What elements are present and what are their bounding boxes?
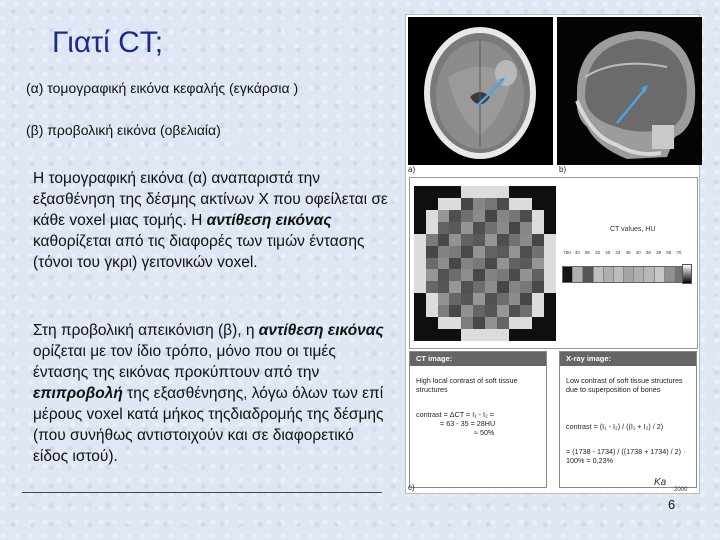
voxel-cell: [497, 258, 509, 270]
voxel-cell: [497, 305, 509, 317]
voxel-cell: [461, 186, 473, 198]
voxel-cell: [473, 317, 485, 329]
voxel-cell: [497, 317, 509, 329]
caption-a: (α) τομογραφική εικόνα κεφαλής (εγκάρσια ): [26, 80, 299, 96]
voxel-cell: [426, 305, 438, 317]
voxel-cell: [426, 269, 438, 281]
voxel-cell: [485, 246, 497, 258]
ct-vs-xray-figure: [405, 14, 700, 494]
figure-label-a: a): [408, 165, 416, 174]
voxel-cell: [520, 281, 532, 293]
voxel-cell: [414, 210, 426, 222]
voxel-cell: [544, 222, 556, 234]
voxel-cell: [509, 246, 521, 258]
voxel-cell: [461, 329, 473, 341]
voxel-cell: [532, 222, 544, 234]
voxel-cell: [473, 198, 485, 210]
voxel-cell: [426, 186, 438, 198]
voxel-cell: [485, 305, 497, 317]
voxel-cell: [438, 269, 450, 281]
voxel-cell: [544, 198, 556, 210]
voxel-cell: [414, 269, 426, 281]
voxel-cell: [497, 186, 509, 198]
caption-b: (β) προβολική εικόνα (οβελιαία): [26, 122, 221, 138]
voxel-cell: [497, 281, 509, 293]
voxel-cell: [473, 258, 485, 270]
page-number: 6: [668, 497, 676, 512]
voxel-cell: [532, 293, 544, 305]
voxel-cell: [438, 222, 450, 234]
voxel-cell: [520, 210, 532, 222]
xray-box-title: X-ray image:: [560, 352, 696, 366]
ct-formula-line-3: ≈ 50%: [474, 428, 495, 437]
voxel-cell: [449, 222, 461, 234]
voxel-cell: [509, 222, 521, 234]
voxel-cell: [449, 234, 461, 246]
voxel-cell: [509, 329, 521, 341]
voxel-cell: [449, 246, 461, 258]
voxel-cell: [497, 198, 509, 210]
voxel-cell: [532, 210, 544, 222]
voxel-cell: [485, 234, 497, 246]
voxel-cell: [544, 258, 556, 270]
figure-label-b: b): [559, 165, 567, 174]
voxel-cell: [520, 258, 532, 270]
voxel-cell: [497, 293, 509, 305]
voxel-cell: [520, 305, 532, 317]
voxel-cell: [509, 269, 521, 281]
voxel-cell: [414, 234, 426, 246]
voxel-cell: [485, 281, 497, 293]
p1-text-1: Η τομογραφική εικόνα (α) αναπαριστά την εξασθένηση της δέσμης ακτίνων Χ που οφείλεται σε κάθε voxel μιας τομής. Η: [33, 170, 388, 229]
voxel-cell: [544, 186, 556, 198]
p2-text-3: της εξασθένησης, λόγω όλων των επί μέρους voxel κατά μήκος τηςδιαδρομής της δέσμης (που συνήθως αντιστοιχούν και σε διαφορετικό είδος ιστού).: [33, 385, 384, 465]
ct-image-box: [409, 351, 547, 488]
voxel-cell: [438, 305, 450, 317]
figure-year: 2000: [674, 487, 688, 493]
voxel-cell: [485, 186, 497, 198]
voxel-cell: [520, 269, 532, 281]
voxel-cell: [438, 329, 450, 341]
voxel-cell: [438, 198, 450, 210]
voxel-cell: [544, 246, 556, 258]
voxel-cell: [544, 210, 556, 222]
voxel-cell: [532, 246, 544, 258]
p1-text-2: καθορίζεται από τις διαφορές των τιμών έντασης (τόνοι του γκρι) γειτονικών voxel.: [33, 233, 365, 271]
voxel-cell: [473, 222, 485, 234]
voxel-cell: [544, 293, 556, 305]
paragraph-ct-contrast: [33, 168, 393, 273]
voxel-cell: [473, 329, 485, 341]
voxel-cell: [473, 269, 485, 281]
voxel-cell: [509, 305, 521, 317]
strip-cell: [634, 267, 644, 282]
p2-emphasis-1: αντίθεση εικόνας: [258, 322, 384, 339]
voxel-cell: [532, 305, 544, 317]
strip-cell: [614, 267, 624, 282]
voxel-cell: [497, 210, 509, 222]
hu-value: 55: [666, 250, 672, 255]
voxel-cell: [414, 329, 426, 341]
voxel-cell: [449, 198, 461, 210]
voxel-cell: [532, 234, 544, 246]
voxel-cell: [509, 186, 521, 198]
strip-cell: [644, 267, 654, 282]
slide-title: Γιατί CT;: [52, 26, 164, 59]
voxel-cell: [532, 258, 544, 270]
voxel-cell: [461, 210, 473, 222]
voxel-cell: [520, 293, 532, 305]
ct-formula-line-1: contrast = ΔCT = I₁ - I₂ =: [416, 410, 494, 419]
voxel-cell: [509, 317, 521, 329]
voxel-cell: [485, 198, 497, 210]
p2-emphasis-2: επιπροβολή: [33, 385, 123, 402]
voxel-cell: [449, 269, 461, 281]
strip-cell: [604, 267, 614, 282]
voxel-cell: [544, 281, 556, 293]
voxel-cell: [509, 258, 521, 270]
hu-value-row: [562, 250, 684, 261]
figure-label-c: c): [408, 483, 415, 492]
voxel-cell: [414, 258, 426, 270]
voxel-cell: [485, 317, 497, 329]
voxel-cell: [438, 210, 450, 222]
voxel-cell: [473, 305, 485, 317]
voxel-cell: [485, 210, 497, 222]
voxel-cell: [532, 198, 544, 210]
xray-skull-illustration: [557, 17, 702, 165]
voxel-cell: [520, 234, 532, 246]
voxel-cell: [426, 293, 438, 305]
voxel-cell: [414, 186, 426, 198]
voxel-cell: [438, 246, 450, 258]
strip-cell: [655, 267, 665, 282]
voxel-cell: [532, 186, 544, 198]
voxel-cell: [438, 293, 450, 305]
voxel-cell: [485, 269, 497, 281]
footer-divider: [22, 492, 382, 493]
ct-head-illustration: [408, 17, 553, 165]
voxel-cell: [520, 317, 532, 329]
hu-value: 32: [595, 250, 601, 255]
voxel-cell: [426, 281, 438, 293]
voxel-cell: [426, 329, 438, 341]
strip-cell: [624, 267, 634, 282]
voxel-cell: [449, 317, 461, 329]
voxel-cell: [544, 234, 556, 246]
voxel-cell: [497, 246, 509, 258]
voxel-cell: [509, 198, 521, 210]
voxel-cell: [509, 293, 521, 305]
ct-values-label: CT values, HU: [610, 226, 656, 233]
voxel-cell: [532, 329, 544, 341]
voxel-cell: [438, 234, 450, 246]
voxel-cell: [544, 317, 556, 329]
pixelated-ct-grid: [414, 186, 556, 341]
voxel-cell: [426, 210, 438, 222]
p2-text-1: Στη προβολική απεικόνιση (β), η: [33, 322, 259, 339]
ct-box-description: High local contrast of soft tissue structures: [416, 376, 518, 394]
voxel-cell: [426, 317, 438, 329]
voxel-cell: [438, 281, 450, 293]
voxel-cell: [461, 269, 473, 281]
voxel-cell: [449, 293, 461, 305]
voxel-cell: [509, 281, 521, 293]
voxel-cell: [473, 281, 485, 293]
voxel-cell: [485, 258, 497, 270]
voxel-cell: [485, 329, 497, 341]
p1-emphasis: αντίθεση εικόνας: [206, 212, 332, 229]
voxel-cell: [426, 222, 438, 234]
voxel-cell: [461, 234, 473, 246]
hu-value: 40: [635, 250, 641, 255]
voxel-cell: [449, 210, 461, 222]
voxel-cell: [520, 222, 532, 234]
ct-box-formula: [416, 410, 495, 437]
voxel-cell: [497, 234, 509, 246]
voxel-cell: [520, 198, 532, 210]
strip-cell: [594, 267, 604, 282]
voxel-cell: [520, 186, 532, 198]
xray-formula-line-2: = (1738 - 1734) / ((1738 + 1734) / 2) · 100% = 0,23%: [566, 447, 686, 465]
ct-head-image: [408, 17, 553, 165]
pixel-grid-panel: [409, 177, 698, 349]
ct-box-title: CT image:: [410, 352, 546, 366]
voxel-cell: [497, 329, 509, 341]
voxel-cell: [414, 198, 426, 210]
voxel-cell: [473, 186, 485, 198]
figure-signature: Ka: [654, 477, 667, 488]
voxel-cell: [532, 269, 544, 281]
voxel-cell: [544, 329, 556, 341]
voxel-cell: [544, 269, 556, 281]
voxel-cell: [449, 258, 461, 270]
hu-value: 70: [676, 250, 682, 255]
voxel-cell: [414, 317, 426, 329]
hu-value: 45: [625, 250, 631, 255]
strip-cell: [583, 267, 593, 282]
voxel-cell: [520, 329, 532, 341]
voxel-cell: [461, 246, 473, 258]
strip-cell: [573, 267, 583, 282]
voxel-cell: [449, 186, 461, 198]
voxel-cell: [461, 293, 473, 305]
voxel-cell: [461, 305, 473, 317]
voxel-cell: [461, 198, 473, 210]
voxel-cell: [461, 258, 473, 270]
voxel-cell: [426, 234, 438, 246]
xray-skull-image: [557, 17, 702, 165]
voxel-cell: [473, 234, 485, 246]
hu-value: 85: [584, 250, 590, 255]
voxel-cell: [449, 281, 461, 293]
voxel-cell: [485, 222, 497, 234]
voxel-cell: [509, 210, 521, 222]
voxel-cell: [414, 222, 426, 234]
voxel-cell: [426, 246, 438, 258]
hu-voxel-strip: [562, 266, 686, 283]
paragraph-projection-contrast: [33, 320, 393, 467]
voxel-cell: [473, 246, 485, 258]
voxel-cell: [414, 246, 426, 258]
voxel-cell: [544, 305, 556, 317]
voxel-cell: [449, 329, 461, 341]
strip-cell: [665, 267, 675, 282]
voxel-cell: [509, 234, 521, 246]
voxel-cell: [497, 269, 509, 281]
voxel-cell: [426, 258, 438, 270]
voxel-cell: [532, 317, 544, 329]
voxel-cell: [461, 222, 473, 234]
voxel-cell: [461, 281, 473, 293]
hu-value: 36: [645, 250, 651, 255]
voxel-cell: [414, 305, 426, 317]
voxel-cell: [520, 246, 532, 258]
hu-value: 40: [605, 250, 611, 255]
voxel-cell: [449, 305, 461, 317]
voxel-cell: [414, 281, 426, 293]
voxel-cell: [485, 293, 497, 305]
hu-value: 760: [563, 250, 571, 255]
voxel-cell: [461, 317, 473, 329]
voxel-cell: [497, 222, 509, 234]
xray-image-box: [559, 351, 697, 488]
hu-value: 40: [574, 250, 580, 255]
voxel-cell: [414, 293, 426, 305]
xray-box-description: Low contrast of soft tissue structures due to superposition of bones: [566, 376, 683, 394]
voxel-cell: [438, 186, 450, 198]
ct-formula-line-2: = 63 - 35 = 28HU: [440, 419, 496, 428]
voxel-cell: [473, 293, 485, 305]
voxel-cell: [426, 198, 438, 210]
hu-grayscale-bar: [682, 264, 692, 284]
p2-text-2: ορίζεται με τον ίδιο τρόπο, μόνο που οι τιμές έντασης της εικόνας προκύπτουν από την: [33, 343, 336, 381]
strip-cell: [563, 267, 573, 282]
hu-value: 33: [615, 250, 621, 255]
voxel-cell: [438, 258, 450, 270]
hu-value: 28: [656, 250, 662, 255]
voxel-cell: [438, 317, 450, 329]
voxel-cell: [473, 210, 485, 222]
voxel-cell: [532, 281, 544, 293]
xray-formula-line-1: contrast = (I₁ - I₂) / ((I₁ + I₂) / 2): [566, 422, 664, 431]
